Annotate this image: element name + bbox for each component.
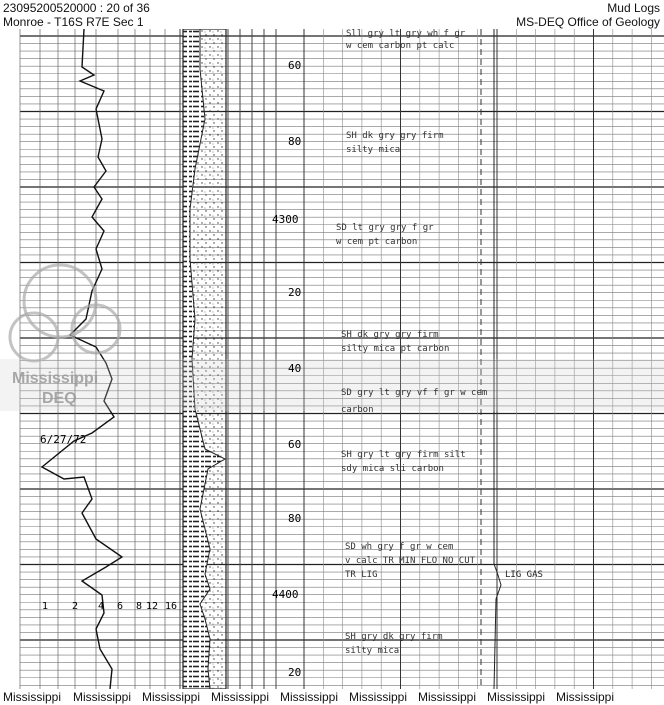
desc-line: v calc TR MIN FLO NO CUT <box>345 556 476 566</box>
scale-label: 4 <box>98 601 105 612</box>
desc-line: Sll gry lt gry wh f gr <box>346 29 466 39</box>
depth-label: 60 <box>288 59 302 72</box>
depth-label: 60 <box>288 438 302 451</box>
watermark-line2: DEQ <box>42 390 77 407</box>
desc-line: SH gry dk gry firm <box>345 632 443 642</box>
watermark-circle <box>24 265 96 337</box>
watermark-band <box>0 359 664 411</box>
lithology-descriptions <box>336 29 487 656</box>
desc-line: SD lt gry gry f gr <box>336 223 434 233</box>
desc-line: sdy mica sli carbon <box>341 464 444 474</box>
depth-label: 4300 <box>272 213 299 226</box>
footer-text: Mississippi <box>418 690 477 704</box>
footer-text: Mississippi <box>73 690 132 704</box>
scale-label: 8 <box>136 601 143 612</box>
footer-text: Mississippi <box>556 690 615 704</box>
scale-labels <box>42 601 177 612</box>
depth-label: 40 <box>288 362 302 375</box>
desc-line: SH dk gry gry firm <box>346 131 444 141</box>
scale-label: 12 <box>146 601 159 612</box>
footer-text: Mississippi <box>487 690 546 704</box>
scale-label: 1 <box>42 601 49 612</box>
footer-text: Mississippi <box>142 690 201 704</box>
watermark-line1: Mississippi <box>12 370 99 387</box>
scale-label: 16 <box>165 601 178 612</box>
desc-line: silty mica <box>346 145 401 155</box>
desc-line: TR LIG <box>345 570 378 580</box>
header-doc-type: Mud Logs <box>607 1 660 15</box>
footer-text: Mississippi <box>280 690 339 704</box>
desc-line: w cem pt carbon <box>336 237 418 247</box>
date-label: 6/27/72 <box>40 433 87 446</box>
header-agency: MS-DEQ Office of Geology <box>516 15 660 29</box>
desc-line: SD gry lt gry vf f gr w cem <box>341 388 488 398</box>
desc-line: SD wh gry f gr w cem <box>345 542 454 552</box>
depth-label: 20 <box>288 286 302 299</box>
depth-label: 20 <box>288 666 302 679</box>
footer-text: Mississippi <box>211 690 270 704</box>
footer-text: Mississippi <box>3 690 62 704</box>
footer-text: Mississippi <box>349 690 408 704</box>
desc-line: silty mica <box>345 646 400 656</box>
desc-line: silty mica pt carbon <box>341 344 450 354</box>
desc-line: carbon <box>341 405 374 415</box>
header-well-id: 23095200520000 : 20 of 36 <box>3 1 150 15</box>
gas-label: LIG GAS <box>505 570 543 580</box>
depth-label: 80 <box>288 135 302 148</box>
desc-line: w cem carbon pt calc <box>346 41 455 51</box>
desc-line: SH dk gry gry firm <box>341 330 439 340</box>
footer-watermark-row <box>0 690 664 705</box>
mud-log-sheet <box>0 29 664 689</box>
scale-label: 2 <box>72 601 79 612</box>
desc-line: SH gry lt gry firm silt <box>341 450 466 460</box>
scale-label: 6 <box>117 601 124 612</box>
header-location: Monroe - T16S R7E Sec 1 <box>3 15 144 29</box>
depth-label: 4400 <box>272 588 299 601</box>
depth-label: 80 <box>288 512 302 525</box>
